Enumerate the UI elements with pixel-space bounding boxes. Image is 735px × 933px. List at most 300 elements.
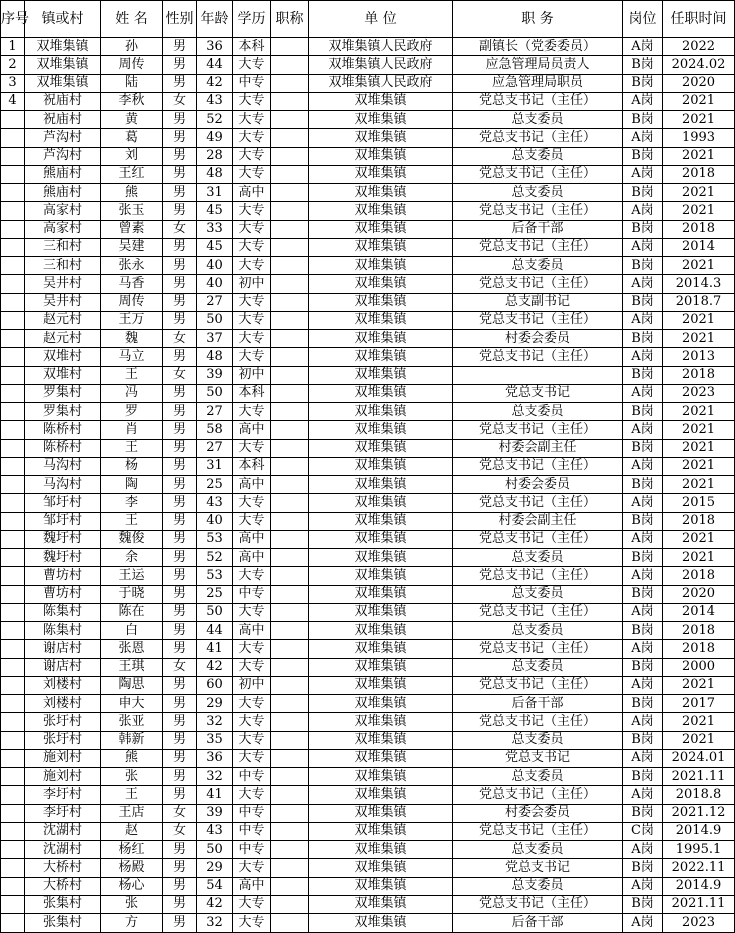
cell-gender: 男: [163, 494, 197, 512]
cell-village: 刘楼村: [25, 695, 101, 713]
cell-appointed: 2018: [663, 366, 735, 384]
cell-position: 村委会副主任: [453, 439, 623, 457]
cell-age: 44: [197, 622, 233, 640]
cell-gender: 男: [163, 348, 197, 366]
cell-unit: 双堆集镇: [309, 457, 453, 475]
cell-index: [1, 384, 25, 402]
cell-gender: 男: [163, 676, 197, 694]
cell-village: 吴井村: [25, 275, 101, 293]
cell-appointed: 2018: [663, 622, 735, 640]
cell-title: [271, 348, 309, 366]
cell-post: B岗: [623, 731, 663, 749]
cell-title: [271, 184, 309, 202]
cell-appointed: 2014: [663, 603, 735, 621]
cell-age: 32: [197, 713, 233, 731]
cell-age: 58: [197, 421, 233, 439]
table-row: [1, 384, 735, 402]
table-row: [1, 841, 735, 859]
cell-education: 大专: [233, 348, 271, 366]
cell-gender: 男: [163, 713, 197, 731]
table-row: [1, 622, 735, 640]
cell-gender: 男: [163, 293, 197, 311]
cell-name: 张: [101, 768, 163, 786]
cell-gender: 男: [163, 38, 197, 56]
table-row: [1, 695, 735, 713]
cell-appointed: 2014.9: [663, 877, 735, 895]
cell-gender: 男: [163, 695, 197, 713]
cell-appointed: 2021: [663, 111, 735, 129]
cell-post: A岗: [623, 914, 663, 933]
cell-education: 大专: [233, 92, 271, 110]
cell-name: 张永: [101, 257, 163, 275]
cell-village: 双堆集镇: [25, 56, 101, 74]
table-row: [1, 403, 735, 421]
cell-appointed: 2018: [663, 220, 735, 238]
cell-index: 4: [1, 92, 25, 110]
cell-title: [271, 330, 309, 348]
cell-title: [271, 530, 309, 548]
cell-name: 杨殿: [101, 859, 163, 877]
cell-gender: 男: [163, 585, 197, 603]
table-row: [1, 676, 735, 694]
cell-appointed: 2021: [663, 421, 735, 439]
cell-post: C岗: [623, 822, 663, 840]
table-row: [1, 348, 735, 366]
cell-gender: 男: [163, 877, 197, 895]
cell-village: 邹圩村: [25, 494, 101, 512]
cell-index: [1, 676, 25, 694]
cell-appointed: 2020: [663, 585, 735, 603]
cell-education: 大专: [233, 859, 271, 877]
cell-index: [1, 184, 25, 202]
cell-unit: 双堆集镇: [309, 676, 453, 694]
cell-name: 张: [101, 895, 163, 913]
cell-age: 53: [197, 567, 233, 585]
cell-name: 王: [101, 512, 163, 530]
cell-name: 孙: [101, 38, 163, 56]
cell-post: A岗: [623, 92, 663, 110]
cell-village: 赵元村: [25, 311, 101, 329]
cell-appointed: 2022.11: [663, 859, 735, 877]
cell-village: 祝庙村: [25, 92, 101, 110]
cell-index: [1, 348, 25, 366]
cell-post: A岗: [623, 457, 663, 475]
cell-title: [271, 877, 309, 895]
cell-village: 罗集村: [25, 403, 101, 421]
cell-age: 50: [197, 311, 233, 329]
cell-education: 本科: [233, 384, 271, 402]
cell-index: [1, 768, 25, 786]
table-row: [1, 768, 735, 786]
cell-gender: 男: [163, 56, 197, 74]
table-row: [1, 640, 735, 658]
cell-post: B岗: [623, 476, 663, 494]
cell-name: 冯: [101, 384, 163, 402]
table-row: [1, 804, 735, 822]
cell-appointed: 2023: [663, 384, 735, 402]
cell-education: 大专: [233, 567, 271, 585]
cell-index: [1, 731, 25, 749]
cell-title: [271, 38, 309, 56]
table-row: [1, 877, 735, 895]
cell-unit: 双堆集镇: [309, 914, 453, 933]
cell-position: 党总支书记（主任）: [453, 713, 623, 731]
cell-village: 熊庙村: [25, 184, 101, 202]
cell-gender: 男: [163, 476, 197, 494]
cell-title: [271, 366, 309, 384]
cell-name: 王琪: [101, 658, 163, 676]
cell-index: [1, 202, 25, 220]
cell-age: 54: [197, 877, 233, 895]
table-row: [1, 895, 735, 913]
cell-name: 李秋: [101, 92, 163, 110]
cell-name: 肖: [101, 421, 163, 439]
cell-index: [1, 749, 25, 767]
cell-education: 初中: [233, 275, 271, 293]
cell-unit: 双堆集镇: [309, 768, 453, 786]
cell-education: 大专: [233, 603, 271, 621]
cell-village: 双堆村: [25, 348, 101, 366]
cell-education: 大专: [233, 165, 271, 183]
cell-education: 大专: [233, 512, 271, 530]
cell-appointed: 1995.1: [663, 841, 735, 859]
cell-position: 党总支书记（主任）: [453, 822, 623, 840]
cell-index: [1, 421, 25, 439]
cell-education: 大专: [233, 56, 271, 74]
cell-name: 杨心: [101, 877, 163, 895]
cell-village: 马沟村: [25, 457, 101, 475]
cell-position: 村委会委员: [453, 804, 623, 822]
cell-index: [1, 530, 25, 548]
cell-title: [271, 111, 309, 129]
cell-position: 后备干部: [453, 695, 623, 713]
cell-village: 刘楼村: [25, 676, 101, 694]
cell-post: A岗: [623, 567, 663, 585]
cell-unit: 双堆集镇: [309, 731, 453, 749]
cell-appointed: 2018: [663, 512, 735, 530]
cell-unit: 双堆集镇: [309, 384, 453, 402]
cell-appointed: 2022: [663, 38, 735, 56]
cell-gender: 男: [163, 384, 197, 402]
cell-name: 罗: [101, 403, 163, 421]
cell-appointed: 2020: [663, 74, 735, 92]
cell-post: A岗: [623, 640, 663, 658]
cell-index: 3: [1, 74, 25, 92]
cell-index: [1, 512, 25, 530]
cell-post: A岗: [623, 530, 663, 548]
cell-position: 村委会委员: [453, 330, 623, 348]
cell-education: 大专: [233, 494, 271, 512]
cell-age: 41: [197, 786, 233, 804]
cell-post: B岗: [623, 439, 663, 457]
cell-position: 党总支书记（主任）: [453, 603, 623, 621]
cell-position: 总支委员: [453, 147, 623, 165]
col-header-title: 职称: [271, 1, 309, 38]
cell-position: 总支委员: [453, 111, 623, 129]
cell-position: 应急管理局员责人: [453, 56, 623, 74]
cell-unit: 双堆集镇: [309, 786, 453, 804]
table-row: [1, 731, 735, 749]
cell-title: [271, 165, 309, 183]
table-row: [1, 749, 735, 767]
cell-index: [1, 859, 25, 877]
cell-title: [271, 567, 309, 585]
table-row: [1, 147, 735, 165]
cell-title: [271, 549, 309, 567]
cell-title: [271, 92, 309, 110]
cell-unit: 双堆集镇: [309, 421, 453, 439]
cell-education: 大专: [233, 914, 271, 933]
cell-age: 52: [197, 549, 233, 567]
cell-appointed: 2021: [663, 713, 735, 731]
cell-position: 总支委员: [453, 877, 623, 895]
cell-index: [1, 494, 25, 512]
cell-name: 杨红: [101, 841, 163, 859]
cell-age: 49: [197, 129, 233, 147]
cell-unit: 双堆集镇: [309, 549, 453, 567]
cell-post: A岗: [623, 238, 663, 256]
cell-gender: 男: [163, 640, 197, 658]
cell-appointed: 2021.12: [663, 804, 735, 822]
cell-index: [1, 640, 25, 658]
cell-village: 魏圩村: [25, 530, 101, 548]
col-header-unit: 单 位: [309, 1, 453, 38]
cell-title: [271, 202, 309, 220]
cell-age: 32: [197, 914, 233, 933]
cell-title: [271, 147, 309, 165]
cell-index: [1, 165, 25, 183]
cell-name: 葛: [101, 129, 163, 147]
cell-village: 双堆集镇: [25, 38, 101, 56]
table-row: [1, 585, 735, 603]
cell-name: 王万: [101, 311, 163, 329]
cell-age: 42: [197, 895, 233, 913]
cell-appointed: 2021.11: [663, 768, 735, 786]
cell-appointed: 2017: [663, 695, 735, 713]
cell-education: 高中: [233, 184, 271, 202]
cell-education: 中专: [233, 804, 271, 822]
cell-education: 大专: [233, 111, 271, 129]
cell-post: B岗: [623, 293, 663, 311]
cell-unit: 双堆集镇: [309, 184, 453, 202]
cell-post: B岗: [623, 695, 663, 713]
cell-name: 王红: [101, 165, 163, 183]
cell-unit: 双堆集镇: [309, 658, 453, 676]
cell-appointed: 2021: [663, 476, 735, 494]
cell-post: B岗: [623, 74, 663, 92]
cell-post: B岗: [623, 330, 663, 348]
cell-position: 总支委员: [453, 731, 623, 749]
cell-name: 王: [101, 366, 163, 384]
cell-village: 陈集村: [25, 622, 101, 640]
cell-village: 张圩村: [25, 713, 101, 731]
cell-education: 高中: [233, 622, 271, 640]
cell-gender: 女: [163, 658, 197, 676]
table-row: [1, 92, 735, 110]
cell-post: A岗: [623, 786, 663, 804]
cell-index: [1, 567, 25, 585]
cell-gender: 男: [163, 439, 197, 457]
cell-gender: 男: [163, 238, 197, 256]
cell-index: [1, 822, 25, 840]
cell-position: 总支副书记: [453, 293, 623, 311]
cell-appointed: 2021: [663, 257, 735, 275]
cell-unit: 双堆集镇: [309, 330, 453, 348]
cell-education: 大专: [233, 257, 271, 275]
cell-gender: 男: [163, 257, 197, 275]
cell-education: 大专: [233, 658, 271, 676]
cell-unit: 双堆集镇: [309, 111, 453, 129]
cell-title: [271, 713, 309, 731]
cell-age: 44: [197, 56, 233, 74]
cell-gender: 男: [163, 622, 197, 640]
cell-index: [1, 366, 25, 384]
cell-age: 53: [197, 530, 233, 548]
cell-education: 中专: [233, 822, 271, 840]
cell-title: [271, 384, 309, 402]
cell-post: A岗: [623, 311, 663, 329]
cell-index: [1, 622, 25, 640]
cell-age: 36: [197, 38, 233, 56]
cell-unit: 双堆集镇人民政府: [309, 56, 453, 74]
cell-education: 初中: [233, 676, 271, 694]
cell-post: A岗: [623, 38, 663, 56]
cell-appointed: 2021: [663, 202, 735, 220]
table-row: [1, 366, 735, 384]
cell-position: 总支委员: [453, 184, 623, 202]
cell-position: [453, 366, 623, 384]
table-row: [1, 822, 735, 840]
cell-name: 王店: [101, 804, 163, 822]
cell-appointed: 2021: [663, 439, 735, 457]
cell-gender: 男: [163, 549, 197, 567]
cell-name: 方: [101, 914, 163, 933]
cell-post: B岗: [623, 585, 663, 603]
cell-gender: 男: [163, 275, 197, 293]
table-row: [1, 111, 735, 129]
cell-education: 初中: [233, 366, 271, 384]
cell-age: 50: [197, 603, 233, 621]
cell-unit: 双堆集镇: [309, 530, 453, 548]
cell-gender: 男: [163, 457, 197, 475]
table-row: [1, 275, 735, 293]
cell-index: [1, 147, 25, 165]
cell-index: [1, 257, 25, 275]
cell-index: [1, 275, 25, 293]
cell-position: 总支委员: [453, 549, 623, 567]
cell-education: 中专: [233, 585, 271, 603]
cell-unit: 双堆集镇: [309, 348, 453, 366]
cell-position: 党总支书记（主任）: [453, 530, 623, 548]
cell-age: 50: [197, 384, 233, 402]
cell-name: 陶: [101, 476, 163, 494]
cell-index: [1, 220, 25, 238]
cell-gender: 男: [163, 111, 197, 129]
cell-post: A岗: [623, 421, 663, 439]
cell-index: [1, 786, 25, 804]
table-row: [1, 476, 735, 494]
cell-village: 施刘村: [25, 768, 101, 786]
cell-unit: 双堆集镇: [309, 749, 453, 767]
table-row: [1, 512, 735, 530]
table-row: [1, 202, 735, 220]
cell-index: [1, 439, 25, 457]
cell-village: 熊庙村: [25, 165, 101, 183]
cell-age: 37: [197, 330, 233, 348]
table-body: [1, 38, 735, 933]
cell-index: [1, 111, 25, 129]
table-row: [1, 786, 735, 804]
cell-post: A岗: [623, 676, 663, 694]
cell-education: 大专: [233, 220, 271, 238]
cell-position: 党总支书记（主任）: [453, 895, 623, 913]
cell-age: 28: [197, 147, 233, 165]
cell-index: [1, 457, 25, 475]
cell-name: 于晓: [101, 585, 163, 603]
cell-unit: 双堆集镇人民政府: [309, 38, 453, 56]
cell-village: 大桥村: [25, 877, 101, 895]
cell-village: 双堆村: [25, 366, 101, 384]
cell-gender: 男: [163, 731, 197, 749]
table-row: [1, 238, 735, 256]
cell-age: 25: [197, 585, 233, 603]
table-row: [1, 38, 735, 56]
cell-title: [271, 859, 309, 877]
cell-village: 李圩村: [25, 786, 101, 804]
cell-village: 高家村: [25, 202, 101, 220]
cell-title: [271, 421, 309, 439]
cell-education: 高中: [233, 877, 271, 895]
cell-education: 大专: [233, 238, 271, 256]
cell-unit: 双堆集镇: [309, 877, 453, 895]
cell-unit: 双堆集镇: [309, 640, 453, 658]
cell-title: [271, 841, 309, 859]
cell-unit: 双堆集镇: [309, 257, 453, 275]
cell-gender: 女: [163, 92, 197, 110]
cell-position: 村委会委员: [453, 476, 623, 494]
col-header-index: 序号: [1, 1, 25, 38]
cell-gender: 男: [163, 567, 197, 585]
cell-name: 王: [101, 786, 163, 804]
cell-index: [1, 695, 25, 713]
cell-position: 总支委员: [453, 658, 623, 676]
cell-appointed: 2018: [663, 165, 735, 183]
cell-title: [271, 275, 309, 293]
cell-unit: 双堆集镇: [309, 165, 453, 183]
table-row: [1, 330, 735, 348]
cell-index: [1, 403, 25, 421]
cell-age: 32: [197, 768, 233, 786]
cell-post: B岗: [623, 403, 663, 421]
cell-index: [1, 238, 25, 256]
cell-unit: 双堆集镇: [309, 567, 453, 585]
cell-village: 魏圩村: [25, 549, 101, 567]
cell-gender: 男: [163, 914, 197, 933]
cell-age: 29: [197, 859, 233, 877]
cell-age: 27: [197, 403, 233, 421]
col-header-gender: 性别: [163, 1, 197, 38]
cell-gender: 男: [163, 768, 197, 786]
cell-position: 党总支书记: [453, 859, 623, 877]
cell-gender: 男: [163, 530, 197, 548]
cell-unit: 双堆集镇: [309, 129, 453, 147]
cell-village: 芦沟村: [25, 147, 101, 165]
cell-index: [1, 658, 25, 676]
cell-position: 党总支书记（主任）: [453, 457, 623, 475]
cell-age: 48: [197, 165, 233, 183]
cell-appointed: 2023: [663, 914, 735, 933]
cell-post: B岗: [623, 658, 663, 676]
